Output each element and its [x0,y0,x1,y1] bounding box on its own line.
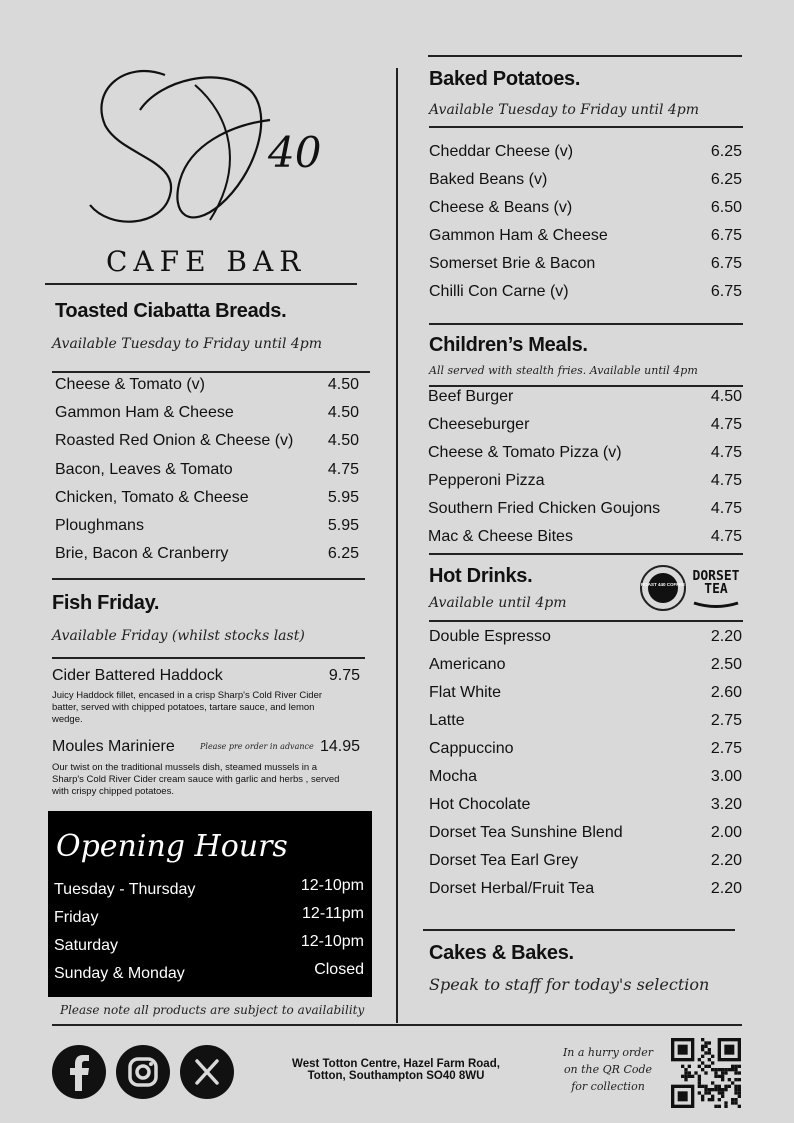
menu-item-price: 6.75 [710,227,742,244]
hours-days: Sunday & Monday [54,965,185,982]
hours-days: Friday [54,909,99,926]
menu-item-name: Ploughmans [55,517,144,534]
fish-availability: Available Friday (whilst stocks last) [52,628,305,644]
menu-item-price: 6.75 [710,255,742,272]
instagram-icon[interactable] [116,1045,170,1099]
divider [429,553,743,555]
hours-time: Closed [314,961,364,978]
menu-item-price: 6.50 [710,199,742,216]
ciabatta-availability: Available Tuesday to Friday until 4pm [52,336,323,352]
menu-item-name: Baked Beans (v) [429,171,548,188]
divider [428,55,742,57]
qr-note [548,1044,668,1095]
availability-note: Please note all products are subject to availability [60,1003,365,1017]
cakes-subtitle: Speak to staff for today's selection [429,975,710,994]
fish-title: Fish Friday. [52,592,160,614]
menu-item-name: Roasted Red Onion & Cheese (v) [55,432,294,450]
divider [429,126,743,128]
menu-item-price: 6.25 [327,545,359,563]
menu-item-price: 3.00 [710,768,742,785]
hours-days: Saturday [54,937,119,954]
menu-item-name: Gammon Ham & Cheese [55,404,234,422]
menu-item-price: 6.25 [710,171,742,188]
menu-item-price: 6.25 [710,143,742,160]
menu-item-price: 2.00 [710,824,742,841]
menu-item-price: 2.60 [710,684,742,701]
menu-item-name: Cheeseburger [428,416,530,433]
dorset-tea-logo-line1: DORSET [692,569,740,584]
hours-time: 12-10pm [300,933,364,950]
menu-item-name: Americano [429,656,506,673]
menu-item-price: 2.50 [710,656,742,673]
logo-mark-icon [70,55,350,235]
divider [429,620,743,622]
menu-item-price: 4.50 [327,432,359,450]
divider [52,371,370,373]
menu-item-name: Dorset Tea Sunshine Blend [429,824,623,841]
coffee-badge-text: ROAST 440 COFFEE [640,582,685,587]
coffee-badge [640,565,686,611]
menu-item-name: Brie, Bacon & Cranberry [55,545,229,563]
menu-item-name: Dorset Herbal/Fruit Tea [429,880,595,897]
children-availability: All served with stealth fries. Available until 4pm [429,364,698,377]
menu-item-name: Chicken, Tomato & Cheese [55,488,249,506]
menu-item-price: 5.95 [327,517,359,534]
menu-item-name: Latte [429,712,465,729]
menu-item-price: 4.75 [710,472,742,489]
menu-item-price: 4.75 [710,416,742,433]
menu-item-name: Bacon, Leaves & Tomato [55,460,233,478]
menu-item-name: Double Espresso [429,628,551,645]
menu-item-price: 3.20 [710,796,742,813]
menu-item-name: Chilli Con Carne (v) [429,283,569,300]
children-title: Children’s Meals. [429,334,588,356]
menu-item-name: Moules Mariniere [52,738,175,755]
menu-item-name: Dorset Tea Earl Grey [429,852,579,869]
menu-item-name: Cheese & Tomato Pizza (v) [428,444,622,461]
column-divider [396,68,398,1023]
divider [429,323,743,325]
address-line-2: Totton, Southampton SO40 8WU [307,1070,485,1082]
opening-hours-panel [48,811,372,997]
qr-note-line-1: In a hurry order [562,1046,654,1059]
menu-item-name: Cider Battered Haddock [52,667,223,684]
hours-days: Tuesday - Thursday [54,881,196,898]
cakes-title: Cakes & Bakes. [429,942,574,964]
menu-item-name: Beef Burger [428,388,514,405]
menu-item-price: 4.50 [327,404,359,422]
menu-item-note: Please pre order in advance [200,742,314,751]
ciabatta-title: Toasted Ciabatta Breads. [55,300,287,322]
menu-item-price: 4.75 [327,460,359,478]
hours-time: 12-10pm [300,877,364,894]
menu-item-name: Mocha [429,768,478,785]
menu-item-description: Juicy Haddock fillet, encased in a crisp Sharp's Cold River Cider batter, served with chipped potatoes, tartare sauce, and lemon wedge. [52,690,323,725]
opening-hours-title: Opening Hours [56,829,288,864]
drinks-title: Hot Drinks. [429,565,533,587]
menu-item-price: 4.50 [710,388,742,405]
divider [45,283,357,285]
dorset-tea-logo-line2: TEA [704,582,728,597]
drinks-availability: Available until 4pm [429,595,567,611]
menu-item-price: 4.75 [710,500,742,517]
menu-item-price: 4.75 [710,528,742,545]
menu-item-price: 2.20 [710,852,742,869]
menu-item-name: Somerset Brie & Bacon [429,255,596,272]
menu-item-name: Mac & Cheese Bites [428,528,573,545]
menu-item-name: Cappuccino [429,740,514,757]
qr-code[interactable] [671,1038,741,1108]
x-icon[interactable] [180,1045,234,1099]
menu-item-name: Cheese & Beans (v) [429,199,573,216]
address [262,1058,530,1082]
potatoes-availability: Available Tuesday to Friday until 4pm [429,102,700,118]
menu-item-price: 14.95 [319,738,360,755]
menu-item-price: 9.75 [328,667,360,684]
tea-ribbon-icon [692,601,740,609]
menu-item-name: Hot Chocolate [429,796,531,813]
qr-code-icon[interactable] [671,1038,741,1108]
divider [52,657,365,659]
address-line-1: West Totton Centre, Hazel Farm Road, [292,1058,500,1070]
qr-note-line-3: for collection [571,1080,645,1093]
menu-item-price: 5.95 [327,488,359,506]
menu-item-price: 2.20 [710,880,742,897]
dorset-tea-logo [692,570,740,614]
logo [70,55,350,285]
menu-item-name: Southern Fried Chicken Goujons [428,500,661,517]
menu-item-price: 2.75 [710,712,742,729]
menu-item-name: Pepperoni Pizza [428,472,545,489]
menu-item-name: Flat White [429,684,502,701]
menu-item-price: 6.75 [710,283,742,300]
menu-item-name: Cheese & Tomato (v) [55,376,205,393]
hours-time: 12-11pm [302,905,364,922]
divider [423,929,735,931]
menu-item-price: 2.20 [710,628,742,645]
logo-subtitle: CAFE BAR [106,245,307,278]
potatoes-title: Baked Potatoes. [429,68,581,90]
divider [52,1024,742,1026]
menu-item-name: Cheddar Cheese (v) [429,143,574,160]
menu-item-price: 4.50 [327,376,359,393]
menu-item-price: 2.75 [710,740,742,757]
menu-item-name: Gammon Ham & Cheese [429,227,608,244]
divider [52,578,365,580]
facebook-icon[interactable] [52,1045,106,1099]
qr-note-line-2: on the QR Code [563,1063,653,1076]
menu-item-description: Our twist on the traditional mussels dish, steamed mussels in a Sharp's Cold River Cider cream sauce with garlic and herbs , served with crispy chipped potatoes. [52,762,340,797]
svg-text:40: 40 [268,128,322,177]
divider [429,385,743,387]
menu-item-price: 4.75 [710,444,742,461]
